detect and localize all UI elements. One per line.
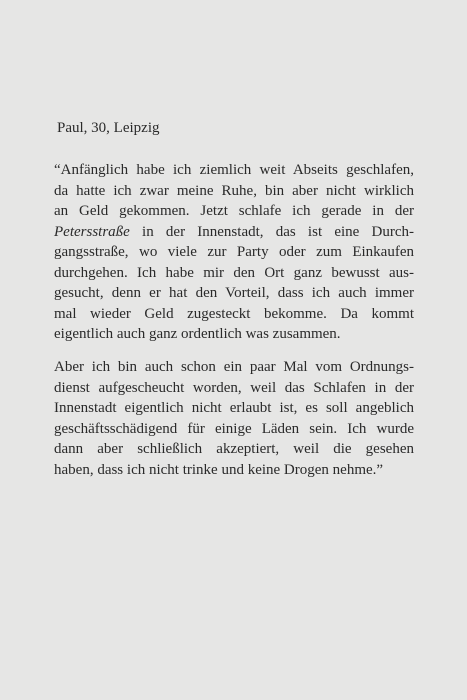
- paragraph-line: Innenstadt eigentlich nicht erlaubt ist, es soll angeblich: [54, 400, 414, 416]
- paragraph-line: eigentlich auch ganz ordentlich was zusammen.: [54, 326, 341, 342]
- paragraph-line: Aber ich bin auch schon ein paar Mal vom Ordnungs-: [54, 359, 414, 375]
- paragraph-line: durchgehen. Ich habe mir den Ort ganz bewusst aus-: [54, 264, 414, 281]
- paragraph-line: mal wieder Geld zugesteckt bekomme. Da kommt: [54, 305, 414, 322]
- paragraph-line: geschäftsschädigend für einige Läden sein. Ich wurde: [54, 420, 414, 437]
- paragraph-line-rest: in der Innenstadt, das ist eine Durch-: [129, 223, 414, 240]
- paragraph-line: [54, 222, 414, 243]
- quote-paragraph-2: [54, 357, 414, 480]
- paragraph-line: dann aber schließlich akzeptiert, weil die gesehen: [54, 441, 414, 457]
- paragraph-line: gesucht, denn er hat den Vorteil, dass ich auch immer: [54, 285, 414, 301]
- paragraph-line: an Geld gekommen. Jetzt schlafe ich gerade in der: [54, 203, 414, 219]
- street-name-emphasis: Petersstraße: [54, 223, 130, 240]
- quote-paragraph-1: [54, 160, 414, 345]
- paragraph-line: dienst aufgescheucht worden, weil das Schlafen in der: [54, 379, 414, 396]
- attribution-heading: Paul, 30, Leipzig: [57, 120, 160, 136]
- paragraph-line: gangsstraße, wo viele zur Party oder zum Einkaufen: [54, 244, 414, 260]
- paragraph-line: “Anfänglich habe ich ziemlich weit Abseits geschlafen,: [54, 162, 414, 178]
- paragraph-line: haben, dass ich nicht trinke und keine Drogen nehme.”: [54, 461, 384, 478]
- paragraph-line: da hatte ich zwar meine Ruhe, bin aber nicht wirklich: [54, 182, 414, 199]
